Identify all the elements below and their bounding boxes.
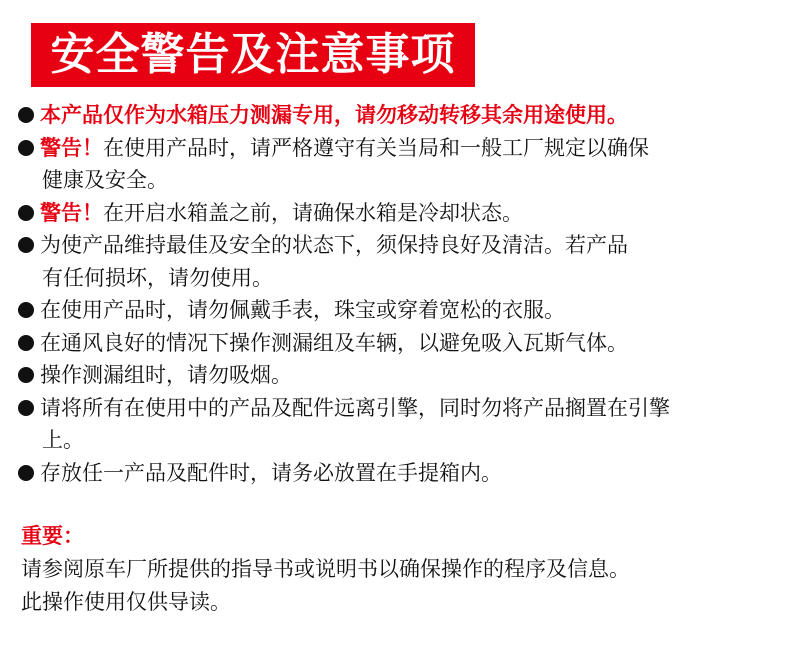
list-item: [18, 457, 778, 490]
list-item-text: 存放任一产品及配件时，请务必放置在手提箱内。: [40, 460, 502, 485]
list-item: [18, 132, 778, 197]
important-line: 请参阅原车厂所提供的指导书或说明书以确保操作的程序及信息。: [21, 557, 630, 581]
list-item-body: [40, 197, 778, 230]
list-item-text: 在使用产品时，请严格遵守有关当局和一般工厂规定以确保: [103, 135, 649, 160]
important-line: 此操作使用仅供导读。: [21, 590, 231, 614]
important-heading: 重要：: [21, 524, 84, 548]
list-item-text: 本产品仅作为水箱压力测漏专用，请勿移动转移其余用途使用。: [40, 103, 628, 127]
list-item: [18, 327, 778, 360]
list-item-continuation: 有任何损坏，请勿使用。: [42, 265, 273, 290]
list-item-text: 在开启水箱盖之前，请确保水箱是冷却状态。: [103, 200, 523, 225]
warning-prefix: 警告！: [40, 135, 103, 160]
list-item: [18, 359, 778, 392]
list-item: [18, 99, 778, 132]
list-item-text: 在通风良好的情况下操作测漏组及车辆，以避免吸入瓦斯气体。: [40, 330, 628, 355]
list-item-body: [40, 327, 778, 360]
list-item-body: [40, 99, 778, 132]
bullet-icon: [18, 107, 34, 123]
title-banner: [31, 23, 475, 87]
list-item-body: [40, 294, 778, 327]
list-item-body: [40, 457, 778, 490]
page-title: 安全警告及注意事项: [50, 29, 456, 80]
bullet-icon: [18, 367, 34, 383]
list-item: [18, 392, 778, 457]
list-item: [18, 294, 778, 327]
bullet-icon: [18, 302, 34, 318]
list-item-body: [40, 229, 778, 294]
bullet-icon: [18, 237, 34, 253]
list-item: [18, 197, 778, 230]
warning-list: [18, 99, 778, 489]
warning-prefix: 警告！: [40, 200, 103, 225]
list-item: [18, 229, 778, 294]
bullet-icon: [18, 465, 34, 481]
bullet-icon: [18, 400, 34, 416]
list-item-body: [40, 132, 778, 197]
important-note: [21, 520, 781, 619]
list-item-text: 请将所有在使用中的产品及配件远离引擎，同时勿将产品搁置在引擎: [40, 395, 670, 420]
list-item-text: 操作测漏组时，请勿吸烟。: [40, 363, 292, 387]
list-item-text: 为使产品维持最佳及安全的状态下，须保持良好及清洁。若产品: [40, 233, 628, 257]
list-item-continuation: 健康及安全。: [42, 168, 168, 192]
list-item-continuation: 上。: [42, 428, 84, 452]
list-item-text: 在使用产品时，请勿佩戴手表，珠宝或穿着宽松的衣服。: [40, 298, 565, 322]
list-item-body: [40, 359, 778, 392]
list-item-body: [40, 392, 778, 457]
bullet-icon: [18, 335, 34, 351]
bullet-icon: [18, 205, 34, 221]
bullet-icon: [18, 140, 34, 156]
